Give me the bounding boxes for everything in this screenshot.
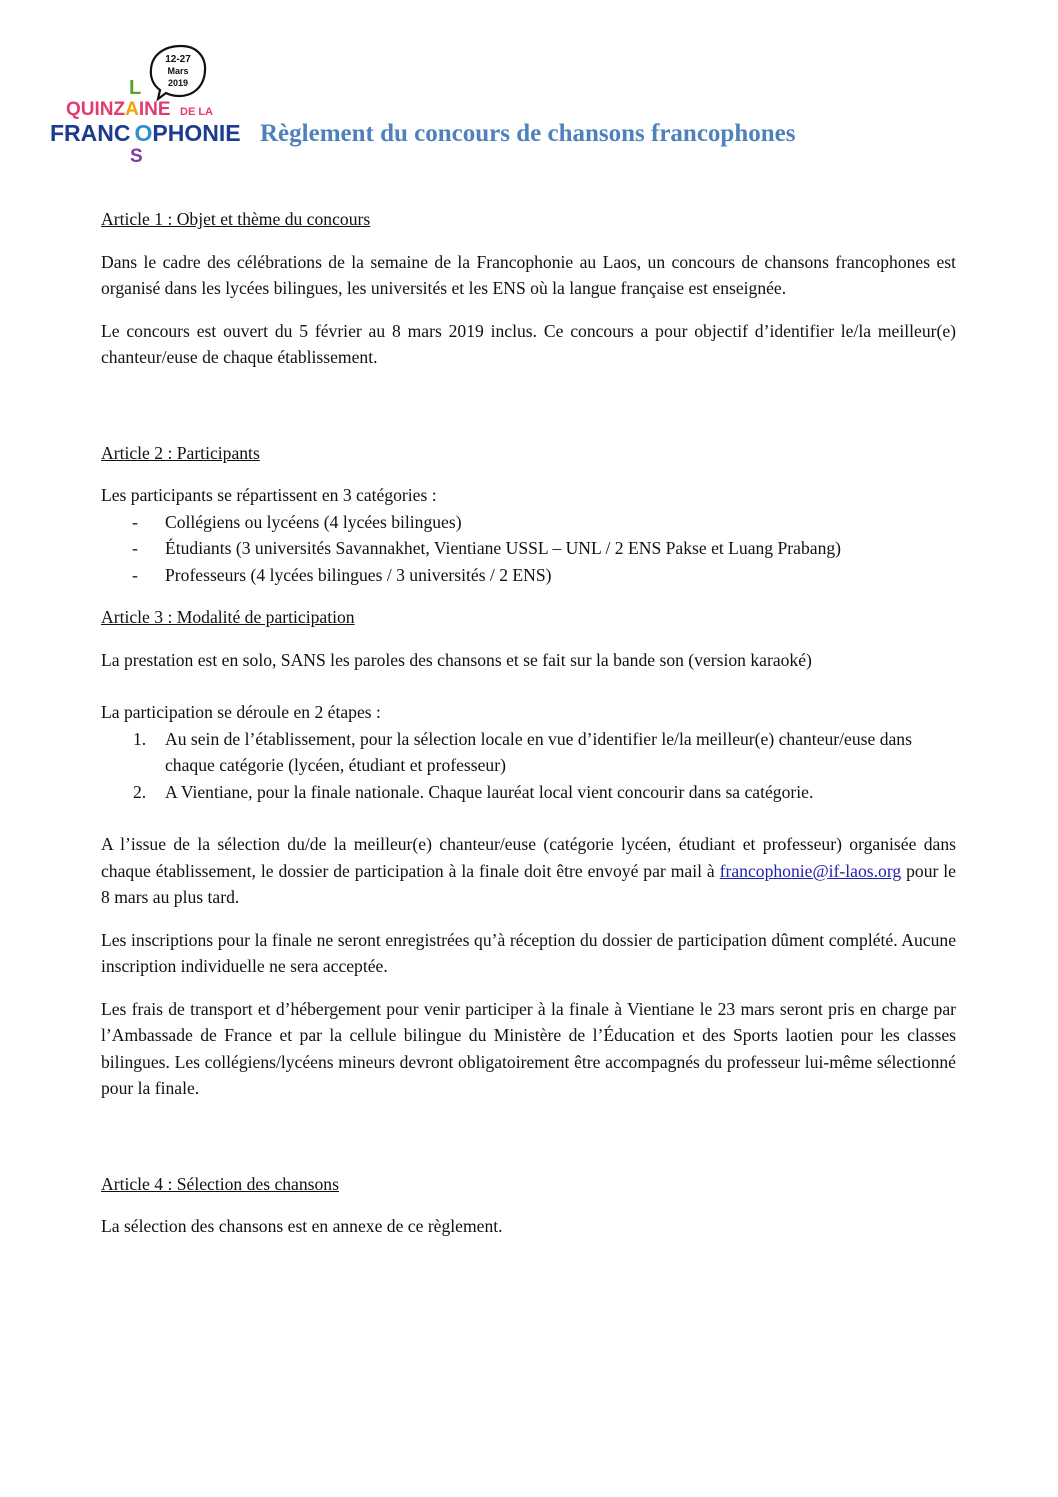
logo-graphic — [48, 42, 241, 172]
article-1-paragraph-2: Le concours est ouvert du 5 février au 8 mars 2019 inclus. Ce concours a pour objectif d’identifier le/la meilleur(e) chanteur/euse de chaque établissement. — [101, 320, 956, 367]
article-2-intro: Les participants se répartissent en 3 catégories : — [101, 485, 437, 505]
dash-bullet: - — [132, 538, 138, 558]
list-item-text: Collégiens ou lycéens (4 lycées bilingues) — [165, 511, 462, 532]
list-item — [101, 509, 956, 536]
article-3-paragraph-1: La prestation est en solo, SANS les paroles des chansons et se fait sur la bande son (version karaoké) — [101, 649, 812, 670]
list-item — [101, 562, 956, 589]
article-1-heading: Article 1 : Objet et thème du concours — [101, 209, 371, 229]
article-2-heading: Article 2 : Participants — [101, 442, 260, 463]
paragraph-text: A l’issue de la sélection du/de la meilleur(e) chanteur/euse (catégorie lycéen, étudiant et professeur) organisée dans chaque établissement, le dossier de participation à la finale doit être envoyé par mail à — [101, 834, 956, 881]
paragraph-text: pour le 8 mars au plus tard. — [101, 860, 956, 907]
list-item-text: Au sein de l’établissement, pour la sélection locale en vue d’identifier le/la meilleur(e) chanteur/euse dans chaque catégorie (lycéen, étudiant et professeur) — [165, 728, 912, 775]
logo-letter-s: S — [130, 146, 143, 167]
step-number: 2. — [133, 781, 147, 802]
document-body — [101, 206, 956, 1240]
participant-categories-list — [101, 509, 956, 589]
participation-steps-list — [101, 726, 956, 806]
badge-year: 2019 — [167, 78, 189, 88]
list-item — [101, 726, 956, 779]
list-item-text: Professeurs (4 lycées bilingues / 3 universités / 2 ENS) — [165, 564, 552, 585]
quinzaine-francophonie-logo — [48, 42, 241, 172]
logo-letter-l: L — [129, 77, 142, 99]
article-3-paragraph-2: La participation se déroule en 2 étapes : — [101, 702, 381, 722]
dash-bullet: - — [132, 511, 138, 532]
dash-bullet: - — [132, 564, 138, 585]
badge-month: Mars — [167, 66, 189, 76]
document-title: Règlement du concours de chansons francophones — [260, 120, 796, 147]
step-number: 1. — [133, 728, 147, 749]
logo-line-quinzaine: QUINZAINE — [66, 99, 171, 120]
logo-line-de-la: DE LA — [180, 106, 213, 118]
logo-line-francophonie: FRANC OPHONIE — [50, 120, 241, 146]
list-item — [101, 779, 956, 806]
article-3-paragraph-3 — [101, 831, 956, 911]
badge-dates: 12-27 — [165, 54, 191, 65]
email-link[interactable]: francophonie@if-laos.org — [719, 860, 902, 881]
article-3-paragraph-5: Les frais de transport et d’hébergement pour venir participer à la finale à Vientiane le 23 mars seront pris en charge par l’Ambassade de France et par la cellule bilingue du Ministère de l’Éducation et des Sports laotien pour les classes bilingues. Les collégiens/lycéens mineurs devront obligatoirement être accompagnés du professeur lui-même sélectionné pour la finale. — [101, 998, 956, 1098]
list-item-text: Étudiants (3 universités Savannakhet, Vientiane USSL – UNL / 2 ENS Pakse et Luang Prabang) — [165, 538, 842, 558]
article-1-paragraph-1: Dans le cadre des célébrations de la semaine de la Francophonie au Laos, un concours de chansons francophones est organisé dans les lycées bilingues, les universités et les ENS où la langue française est enseignée. — [101, 251, 956, 298]
article-4-paragraph-1: La sélection des chansons est en annexe de ce règlement. — [101, 1216, 503, 1236]
list-item — [101, 535, 956, 562]
article-4-heading: Article 4 : Sélection des chansons — [101, 1173, 339, 1194]
article-3-paragraph-4: Les inscriptions pour la finale ne seront enregistrées qu’à réception du dossier de participation dûment complété. Aucune inscription individuelle ne sera acceptée. — [101, 929, 956, 976]
article-3-heading: Article 3 : Modalité de participation — [101, 607, 355, 627]
list-item-text: A Vientiane, pour la finale nationale. Chaque lauréat local vient concourir dans sa catégorie. — [165, 781, 814, 802]
